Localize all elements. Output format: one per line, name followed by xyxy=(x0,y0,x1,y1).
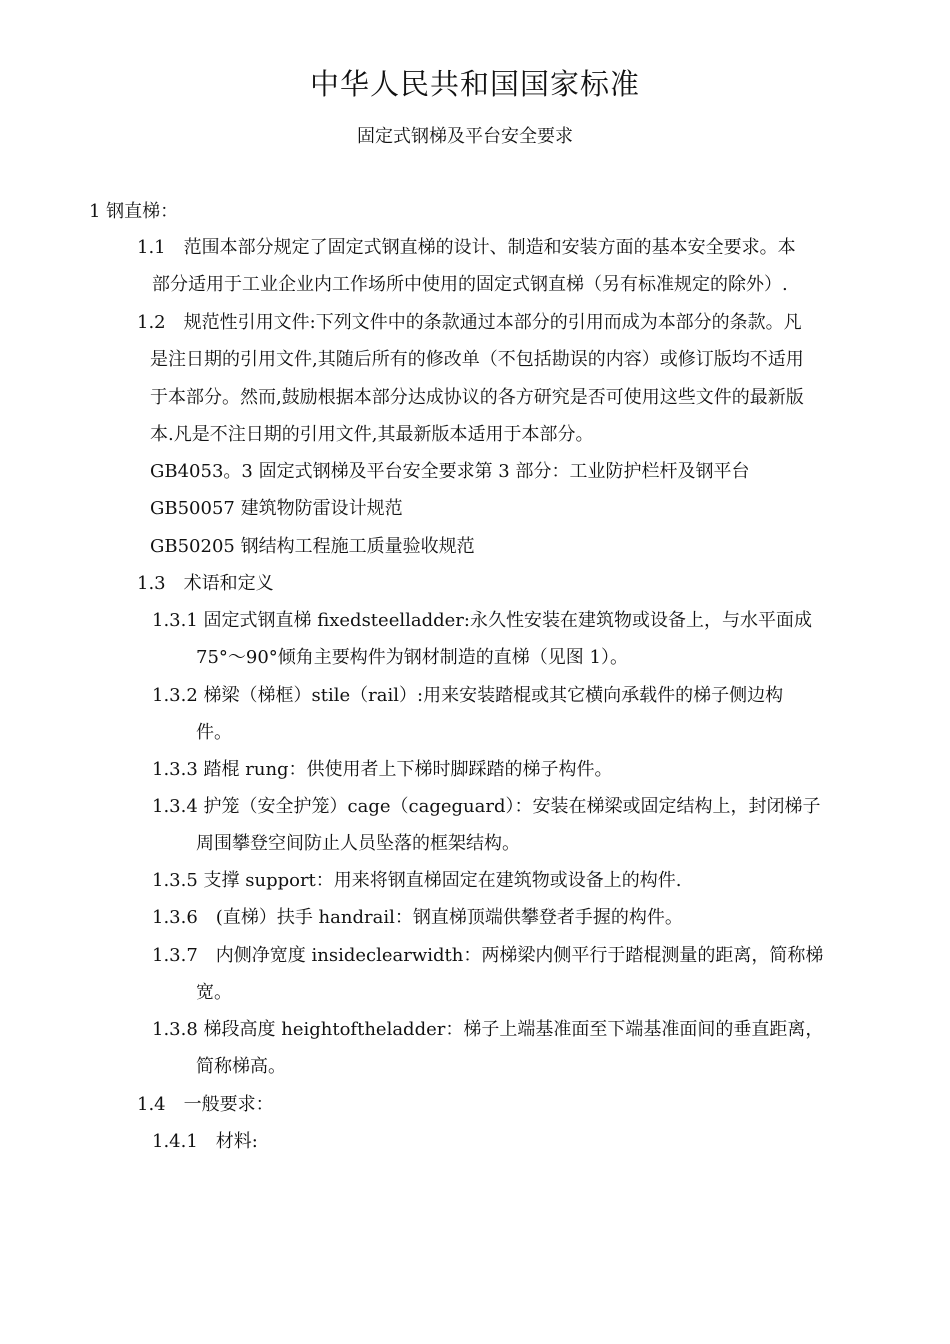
text-line: 1.3.3 踏棍 rung：供使用者上下梯时脚踩踏的梯子构件。 xyxy=(152,759,613,780)
text-line: 1.3.6 (直梯）扶手 handrail：钢直梯顶端供攀登者手握的构件。 xyxy=(152,907,683,928)
text-line: 1.3.8 梯段高度 heightoftheladder：梯子上端基准面至下端基准面间的垂直距离， xyxy=(152,1019,824,1040)
text-line: 是注日期的引用文件,其随后所有的修改单（不包括勘误的内容）或修订版均不适用 xyxy=(150,349,804,370)
text-line: 1.3.4 护笼（安全护笼）cage（cageguard）：安装在梯梁或固定结构上，封闭梯子 xyxy=(152,796,821,817)
text-line: 周围攀登空间防止人员坠落的框架结构。 xyxy=(196,833,520,854)
text-line: 1.3.2 梯梁（梯框）stile（rail）:用来安装踏棍或其它横向承载件的梯子侧边构 xyxy=(152,685,784,706)
text-line: 1.3 术语和定义 xyxy=(137,573,274,594)
text-line: 1.4.1 材料: xyxy=(152,1131,258,1152)
text-line: 1.2 规范性引用文件:下列文件中的条款通过本部分的引用而成为本部分的条款。凡 xyxy=(137,312,802,333)
text-line: 75°～90°倾角主要构件为钢材制造的直梯（见图 1）。 xyxy=(196,647,628,668)
text-line: 1.3.5 支撑 support：用来将钢直梯固定在建筑物或设备上的构件. xyxy=(152,870,682,891)
text-line: 简称梯高。 xyxy=(196,1056,286,1077)
text-line: 1.3.7 内侧净宽度 insideclearwidth：两梯梁内侧平行于踏棍测量的距离，简称梯 xyxy=(152,945,824,966)
text-line: 部分适用于工业企业内工作场所中使用的固定式钢直梯（另有标准规定的除外）. xyxy=(152,274,788,295)
text-line: 宽。 xyxy=(196,982,232,1003)
text-line: 件。 xyxy=(196,722,232,743)
document-title: 中华人民共和国国家标准 xyxy=(309,67,640,101)
text-line: 本.凡是不注日期的引用文件,其最新版本适用于本部分。 xyxy=(150,424,594,445)
text-line: 1.1 范围本部分规定了固定式钢直梯的设计、制造和安装方面的基本安全要求。本 xyxy=(137,237,796,258)
document-subtitle: 固定式钢梯及平台安全要求 xyxy=(357,126,573,147)
text-line: GB4053。3 固定式钢梯及平台安全要求第 3 部分：工业防护栏杆及钢平台 xyxy=(150,461,750,482)
text-line: GB50205 钢结构工程施工质量验收规范 xyxy=(150,536,475,557)
text-line: 1.3.1 固定式钢直梯 fixedsteelladder:永久性安装在建筑物或设备上，与水平面成 xyxy=(152,610,812,631)
text-line: 1 钢直梯： xyxy=(89,201,179,222)
text-line: 于本部分。然而,鼓励根据本部分达成协议的各方研究是否可使用这些文件的最新版 xyxy=(150,387,804,408)
text-line: GB50057 建筑物防雷设计规范 xyxy=(150,498,403,519)
text-line: 1.4 一般要求： xyxy=(137,1094,274,1115)
